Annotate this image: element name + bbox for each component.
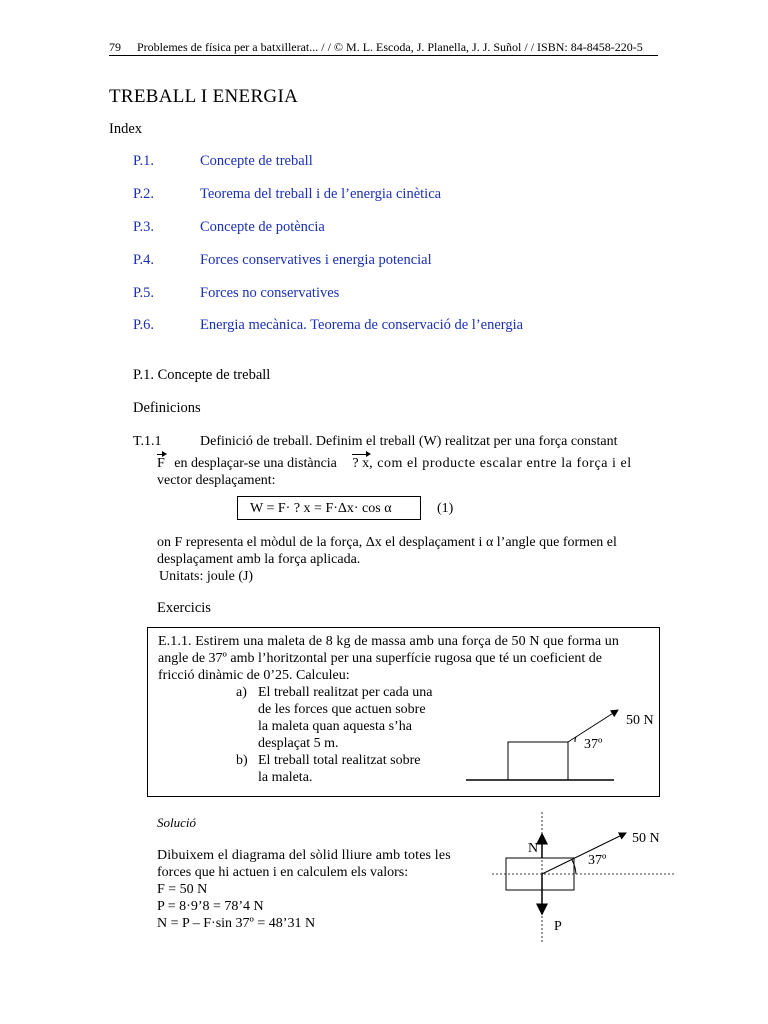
definition-line-1: Definició de treball. Definim el treball (W) realitzat per una força constant (200, 434, 618, 449)
equation-force: F = 50 N (157, 882, 208, 897)
section-heading: P.1. Concepte de treball (133, 367, 271, 383)
force-vector-symbol: F (157, 456, 165, 471)
header-rule (109, 55, 658, 56)
force-label: 50 N (632, 831, 660, 846)
suitcase-diagram (460, 700, 660, 790)
angle-label: 37º (588, 853, 607, 868)
toc-code: P.1. (133, 153, 154, 169)
header-text: Problemes de física per a batxillerat... / / © M. L. Escoda, J. Planella, J. J. Suñol / / ISBN: 84-8458-220-5 (137, 40, 643, 54)
toc-label: Forces conservatives i energia potencial (200, 252, 432, 268)
toc-item-p6[interactable] (133, 317, 523, 334)
angle-arc (575, 737, 576, 742)
toc-code: P.2. (133, 186, 154, 202)
item-a-line-1: El treball realitzat per cada una (258, 685, 433, 700)
toc-label: Forces no conservatives (200, 285, 340, 301)
formula-number: (1) (437, 501, 454, 516)
force-label: 50 N (626, 713, 654, 728)
item-label: a) (236, 685, 247, 700)
exercise-line-3: fricció dinàmic de 0’25. Calculeu: (158, 668, 350, 683)
definition-after-2: desplaçament amb la força aplicada. (157, 552, 361, 567)
toc-code: P.6. (133, 317, 154, 333)
page-number: 79 (109, 40, 121, 54)
definition-code: T.1.1 (133, 434, 162, 449)
weight-label: P (554, 919, 562, 934)
formula-displacement-vector: x (304, 497, 311, 521)
index-heading: Index (109, 121, 143, 137)
displacement-vector-symbol: ? x (352, 456, 370, 471)
equation-normal: N = P – F·sin 37º = 48’31 N (157, 916, 316, 931)
formula-rest: = F·Δx· cos α (314, 501, 392, 516)
item-b-line-1: El treball total realitzat sobre (258, 753, 421, 768)
definition-line-2b: , com el producte escalar entre la força i el (369, 456, 632, 471)
exercises-heading: Exercicis (157, 600, 211, 616)
toc-item-p5[interactable] (133, 285, 339, 302)
item-label: b) (236, 753, 248, 768)
formula-dot: · ? (285, 501, 301, 516)
toc-item-p2[interactable] (133, 186, 441, 203)
formula-force-vector: F (278, 497, 286, 521)
toc-item-p4[interactable] (133, 252, 432, 269)
exercise-statement (158, 633, 658, 684)
item-b-line-2: la maleta. (258, 770, 313, 785)
solution-heading: Solució (157, 815, 196, 830)
solution-line-2: forces que hi actuen i en calculem els valors: (157, 865, 409, 880)
definition-line-2a: en desplaçar-se una distància (174, 456, 337, 471)
toc-label: Teorema del treball i de l’energia cinètica (200, 186, 442, 202)
item-a-line-2: de les forces que actuen sobre (258, 702, 426, 717)
chapter-title: TREBALL I ENERGIA (109, 86, 299, 107)
toc-code: P.4. (133, 252, 154, 268)
toc-item-p3[interactable] (133, 219, 325, 236)
work-formula-box (237, 496, 421, 520)
toc-code: P.5. (133, 285, 154, 301)
exercise-line-1: E.1.1. Estirem una maleta de 8 kg de massa amb una força de 50 N que forma un (158, 634, 619, 649)
normal-label: N (528, 841, 539, 856)
running-header (109, 40, 643, 55)
free-body-diagram (488, 810, 678, 945)
toc-label: Concepte de potència (200, 219, 325, 235)
definitions-heading: Definicions (133, 400, 201, 416)
equation-weight: P = 8·9’8 = 78’4 N (157, 899, 264, 914)
item-a-line-4: desplaçat 5 m. (258, 736, 339, 751)
definition-line-3: vector desplaçament: (157, 473, 276, 488)
toc-item-p1[interactable] (133, 153, 313, 170)
item-a-line-3: la maleta quan aquesta s’ha (258, 719, 412, 734)
units-line: Unitats: joule (J) (159, 569, 254, 584)
solution-line-1: Dibuixem el diagrama del sòlid lliure amb totes les (157, 848, 451, 863)
applied-force-arrow (542, 833, 626, 874)
toc-code: P.3. (133, 219, 154, 235)
toc-label: Concepte de treball (200, 153, 313, 169)
definition-after-1: on F representa el mòdul de la força, Δx el desplaçament i α l’angle que formen el (157, 535, 617, 550)
toc-label: Energia mecànica. Teorema de conservació de l’energia (200, 317, 524, 333)
angle-label: 37º (584, 737, 603, 752)
formula-w: W = (250, 501, 275, 516)
suitcase-box (508, 742, 568, 780)
definition-line-2 (157, 455, 658, 473)
exercise-line-2: angle de 37º amb l’horitzontal per una superfície rugosa que té un coeficient de (158, 651, 603, 666)
